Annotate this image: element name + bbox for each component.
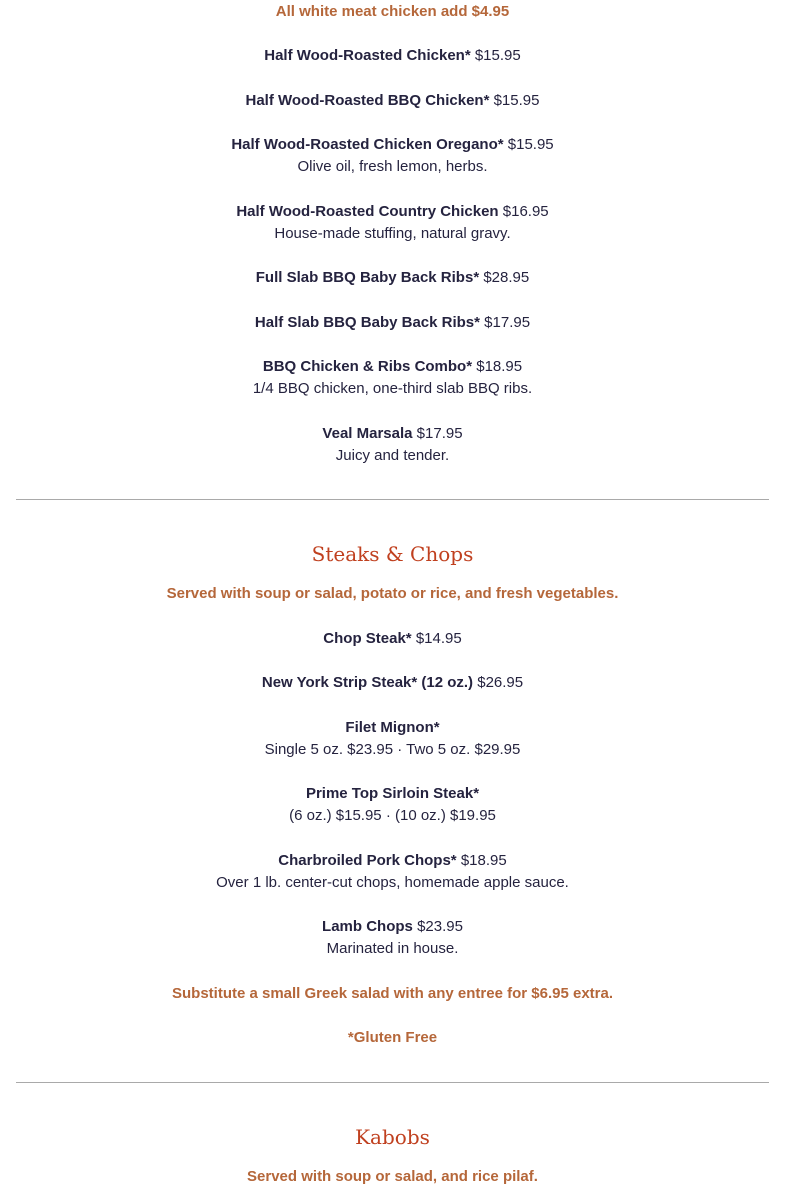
menu-item [0,916,785,938]
item-name: New York Strip Steak* (12 oz.) [261,674,474,691]
section-title-steaks: Steaks & Chops [311,542,474,566]
menu-item [0,134,785,156]
item-name: Full Slab BBQ Baby Back Ribs* [255,269,480,286]
item-description: Marinated in house. [326,940,459,957]
menu-item [0,201,785,223]
menu-item [0,783,785,805]
item-name: Half Wood-Roasted Chicken* [264,47,471,64]
item-name: Lamb Chops [322,918,413,935]
white-meat-note: All white meat chicken add $4.95 [275,3,510,20]
menu-item [0,356,785,378]
item-description: Olive oil, fresh lemon, herbs. [297,158,488,175]
menu-item [0,423,785,445]
menu-item [0,672,785,694]
item-name: Half Wood-Roasted Chicken Oregano* [231,136,504,153]
item-description: House-made stuffing, natural gravy. [274,225,511,242]
item-description: Juicy and tender. [335,447,450,464]
menu-item [0,267,785,289]
menu-item [0,628,785,650]
menu-item [0,312,785,334]
item-name: Half Wood-Roasted Country Chicken [236,203,499,220]
substitute-note: Substitute a small Greek salad with any entree for $6.95 extra. [171,985,613,1002]
item-price: $17.95 [416,425,463,442]
item-name: Filet Mignon* [345,719,440,736]
item-name: Chop Steak* [323,630,412,647]
menu-item [0,45,785,67]
menu-item [0,90,785,112]
item-description: 1/4 BBQ chicken, one-third slab BBQ ribs. [252,380,533,397]
item-price: $15.95 [507,136,554,153]
item-price: $23.95 [417,918,463,935]
item-price: $15.95 [474,47,521,64]
item-name: Charbroiled Pork Chops* [278,852,457,869]
section-divider [16,1082,769,1083]
section-subtitle-kabobs: Served with soup or salad, and rice pilaf. [247,1168,538,1185]
section-subtitle-steaks: Served with soup or salad, potato or rice, and fresh vegetables. [166,585,619,602]
item-description: Single 5 oz. $23.95 · Two 5 oz. $29.95 [264,741,521,758]
section-title-kabobs: Kabobs [355,1125,430,1149]
item-name: Veal Marsala [322,425,413,442]
menu-item [0,850,785,872]
menu-item [0,717,785,739]
item-price: $14.95 [415,630,462,647]
item-price: $18.95 [460,852,507,869]
item-price: $28.95 [483,269,530,286]
item-name: Prime Top Sirloin Steak* [305,785,480,802]
item-name: Half Slab BBQ Baby Back Ribs* [254,314,480,331]
item-name: Half Wood-Roasted BBQ Chicken* [245,92,490,109]
section-divider [16,499,769,500]
item-description: (6 oz.) $15.95 · (10 oz.) $19.95 [289,807,496,824]
item-description: Over 1 lb. center-cut chops, homemade apple sauce. [216,874,569,891]
gluten-free-note: *Gluten Free [347,1029,438,1046]
item-price: $18.95 [476,358,523,375]
item-price: $15.95 [493,92,540,109]
item-price: $26.95 [477,674,524,691]
item-name: BBQ Chicken & Ribs Combo* [262,358,473,375]
item-price: $16.95 [502,203,549,220]
item-price: $17.95 [484,314,531,331]
